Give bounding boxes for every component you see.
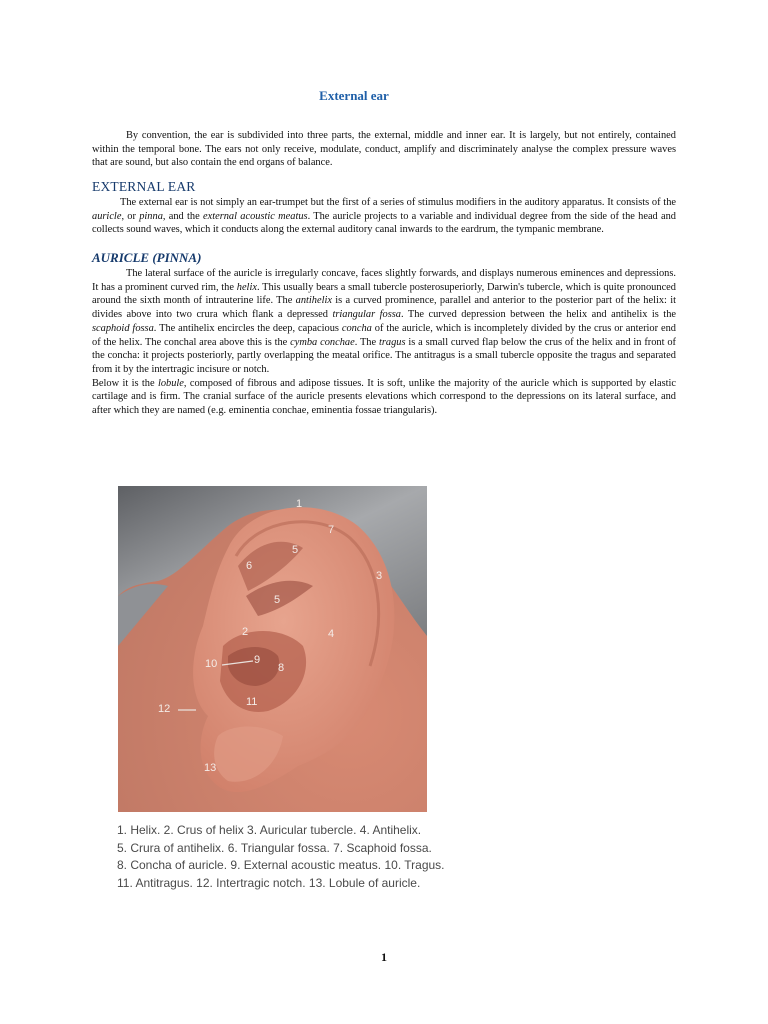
external-ear-text: The external ear is not simply an ear-trumpet but the first of a series of stimulus modifiers in the auditory apparatus. It consists of the auricle, or pinna, and the external acoustic meatus. The auricle projects to a variable and individual degree from the side of the head and collects sound waves, which it conducts along the external auditory canal inwards to the eardrum, the tympanic membrane. [92, 197, 677, 236]
intro-text: By convention, the ear is subdivided into three parts, the external, middle and inner ear. It is largely, but not entirely, contained within the temporal bone. The ears not only receive, modulate, conduct, amplify and discriminately analyse the complex pressure waves that are sound, but also contain the end organs of balance. [92, 130, 676, 169]
ear-photo [118, 486, 427, 812]
figure-label-3: 3 [376, 570, 383, 582]
figure-label-11: 11 [246, 696, 258, 708]
legend-line: 1. Helix. 2. Crus of helix 3. Auricular tubercle. 4. Antihelix. [117, 823, 422, 837]
auricle-text: The lateral surface of the auricle is irregularly concave, faces slightly forwards, and displays numerous eminences and depressions. It has a prominent curved rim, the helix. This usually bears a small tubercle posterosuperiorly, Darwin's tubercle, which is quite pronounced around the sixth month of intrauterine life. The antihelix is a curved prominence, parallel and anterior to the posterior part of the helix: it divides above into two crura which flank a depressed triangular fossa. The curved depression between the helix and antihelix is the scaphoid fossa. The antihelix encircles the deep, capacious concha of the auricle, which is incompletely divided by the crus or anterior end of the helix. The conchal area above this is the cymba conchae. The tragus is a small curved flap below the crus of the helix and in front of the concha: it projects posteriorly, partly overlapping the meatal orifice. The antitragus is a small tubercle opposite the tragus and separated from it by the intertragic incisure or notch. [92, 268, 677, 375]
figure-label-10: 10 [205, 658, 218, 670]
figure-label-5a: 5 [292, 544, 299, 556]
section-heading-auricle: AURICLE (PINNA) [92, 250, 202, 265]
external-ear-paragraph [92, 196, 676, 237]
figure-label-9: 9 [254, 654, 261, 666]
lobule-text: Below it is the lobule, composed of fibrous and adipose tissues. It is soft, unlike the majority of the auricle which is supported by elastic cartilage and is firm. The cranial surface of the auricle presents elevations which correspond to the depressions on its lateral surface, and after which they are named (e.g. eminentia conchae, eminentia fossae triangularis). [92, 377, 676, 417]
page-title: External ear [319, 88, 389, 103]
figure-label-5b: 5 [274, 594, 281, 606]
figure-label-1: 1 [296, 498, 303, 510]
legend-line: 8. Concha of auricle. 9. External acoustic meatus. 10. Tragus. [117, 858, 445, 872]
figure-label-6: 6 [246, 560, 253, 572]
figure-label-12: 12 [158, 703, 171, 715]
figure-legend [117, 822, 497, 892]
auricle-paragraphs [92, 267, 676, 418]
figure-label-7: 7 [328, 524, 335, 536]
intro-paragraph [92, 129, 676, 170]
figure-label-8: 8 [278, 662, 285, 674]
figure-label-13: 13 [204, 762, 217, 774]
figure-label-4: 4 [328, 628, 335, 640]
section-heading-external-ear: EXTERNAL EAR [92, 179, 196, 194]
legend-line: 11. Antitragus. 12. Intertragic notch. 13. Lobule of auricle. [117, 875, 421, 890]
figure-label-2: 2 [242, 626, 249, 638]
ear-illustration [118, 486, 427, 812]
page-number: 1 [381, 950, 387, 964]
legend-line: 5. Crura of antihelix. 6. Triangular fossa. 7. Scaphoid fossa. [117, 840, 432, 855]
